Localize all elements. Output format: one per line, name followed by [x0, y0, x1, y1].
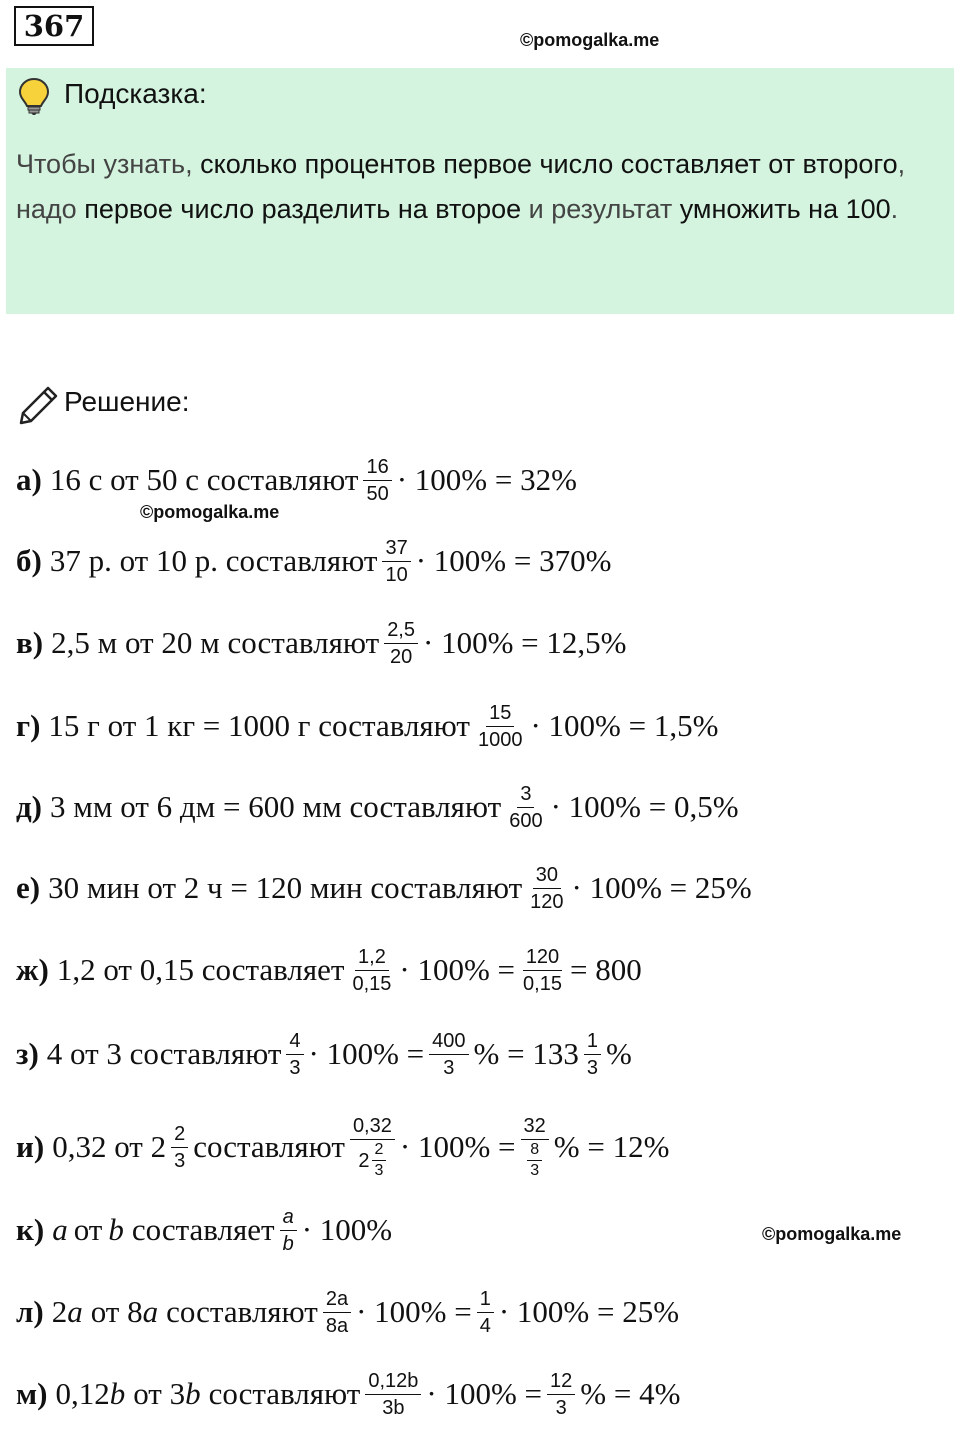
fraction: $\frac{30}{120}$ [530, 863, 564, 913]
fraction: $\frac{400}{3}$ [429, 1030, 468, 1079]
solution-line-m: м) 0,12 b от 3 b составляют $\frac{0,12b}{3b}$ · 100% = $\frac{12}{3}$ % = 4% [16, 1369, 681, 1419]
fraction: $\frac{120}{0,15}$ [523, 945, 562, 995]
hint-text: Чтобы узнать, сколько процентов первое число составляет от второго, надо первое число разделить на второе и результат умножить на 100. [16, 149, 906, 224]
fraction: $\frac{2a}{8a}$ [323, 1288, 351, 1337]
pencil-icon [18, 384, 60, 426]
fraction: $\frac{a}{b}$ [280, 1206, 297, 1255]
solution-line-b: б) 37 р. от 10 р. составляют $\frac{37}{10}$ · 100% = 370% [16, 536, 612, 586]
fraction: $\frac{8}{3}$ [527, 1142, 542, 1179]
solution-line-zh: ж) 1,2 от 0,15 составляет $\frac{1,2}{0,15}$ · 100% = $\frac{120}{0,15}$ = 800 [16, 945, 642, 995]
solution-line-k: к) a от b составляет $\frac{a}{b}$ · 100% [16, 1205, 393, 1255]
solution-line-a: а) 16 с от 50 с составляют $\frac{16}{50}$ · 100% = 32% [16, 455, 577, 505]
solution-line-i: и) 0,32 от 2 $\frac{2}{3}$ составляют 0,32 2 $\frac{2}{3}$ · 100% = $\frac{32}{\frac{8}{3}}$ % = 12% [16, 1115, 670, 1179]
watermark-middle: ©pomogalka.me [140, 502, 280, 522]
task-number: 367 [14, 6, 94, 46]
lightbulb-icon [16, 76, 52, 116]
fraction: $\frac{0,12b}{3b}$ [365, 1370, 421, 1419]
solution-line-e: е) 30 мин от 2 ч = 120 мин составляют $\frac{30}{120}$ · 100% = 25% [16, 863, 752, 913]
fraction: $\frac{3}{600}$ [509, 782, 543, 832]
fraction: $\frac{2}{3}$ [372, 1142, 387, 1179]
fraction: $\frac{1,2}{0,15}$ [352, 945, 392, 995]
solution-line-z: з) 4 от 3 составляют $\frac{4}{3}$ · 100% = $\frac{400}{3}$ % = 133 $\frac{1}{3}$ % [16, 1029, 632, 1079]
fraction: $\frac{15}{1000}$ [477, 701, 523, 751]
watermark-top: ©pomogalka.me [520, 30, 660, 50]
fraction: $\frac{12}{3}$ [547, 1370, 575, 1419]
solution-line-d: д) 3 мм от 6 дм = 600 мм составляют $\frac{3}{600}$ · 100% = 0,5% [16, 782, 739, 832]
fraction: 0,32 2 $\frac{2}{3}$ [350, 1115, 395, 1179]
watermark-bottom: ©pomogalka.me [762, 1224, 902, 1244]
fraction: $\frac{1}{3}$ [584, 1030, 601, 1079]
fraction: $\frac{2}{3}$ [171, 1123, 188, 1172]
fraction: $\frac{1}{4}$ [477, 1288, 494, 1337]
solution-title: Решение: [64, 386, 190, 417]
solution-line-l: л) 2 a от 8 a составляют $\frac{2a}{8a}$ · 100% = $\frac{1}{4}$ · 100% = 25% [16, 1287, 680, 1337]
fraction: $\frac{2,5}{20}$ [384, 619, 418, 668]
fraction: $\frac{16}{50}$ [363, 456, 391, 505]
solution-line-v: в) 2,5 м от 20 м составляют $\frac{2,5}{20}$ · 100% = 12,5% [16, 618, 627, 668]
fraction: $\frac{4}{3}$ [286, 1030, 303, 1079]
fraction: $\frac{37}{10}$ [382, 537, 410, 586]
solution-line-g: г) 15 г от 1 кг = 1000 г составляют $\frac{15}{1000}$ · 100% = 1,5% [16, 701, 719, 751]
hint-title: Подсказка: [64, 78, 207, 109]
fraction: $\frac{32}{\frac{8}{3}}$ [521, 1115, 549, 1179]
